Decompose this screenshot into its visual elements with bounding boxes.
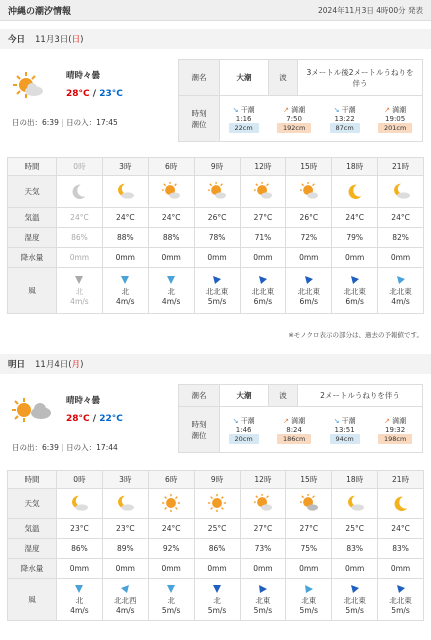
wind-arrow-icon: 北 4m/s bbox=[57, 268, 103, 314]
wind-arrow-icon: 北東 5m/s bbox=[240, 579, 286, 621]
wind-arrow-icon: 北 4m/s bbox=[57, 579, 103, 621]
forecast-table-today: 時間 0時 3時 6時 9時 12時 15時 18時 21時 天気 気温 24°C 24°C 24°C 26°C 27°C 26°C 24°C 24°C 湿度 86% 88% 88% 78% 71% 72% 79% 82% 降水量 0mm 0mm 0mm 0mm 0mm 0mm 0mm 0mm 風 北 4m/s 北 4m/s 北 4m/s 北北東 5m/s 北北東 6m/s 北北東 6m/s 北北東 6m/s 北北東 4m/s bbox=[7, 157, 424, 314]
humidity-row: 湿度 86% 88% 88% 78% 71% 72% 79% 82% bbox=[8, 228, 424, 248]
sun-cloud-icon bbox=[240, 176, 286, 208]
sun-cloud-icon bbox=[148, 176, 194, 208]
moon-cloud-icon bbox=[102, 176, 148, 208]
wind-arrow-icon: 北 5m/s bbox=[148, 579, 194, 621]
sun-cloud-icon bbox=[286, 489, 332, 519]
wind-row: 風 北 4m/s 北北西 4m/s 北 5m/s 北 5m/s 北東 5m/s 北東 5m/s 北北東 5m/s 北北東 5m/s bbox=[8, 579, 424, 621]
weather-row: 天気 bbox=[8, 176, 424, 208]
low-temp: 23°C bbox=[99, 89, 123, 99]
moon-cloud-icon bbox=[102, 489, 148, 519]
wind-arrow-icon: 北北東 6m/s bbox=[332, 268, 378, 314]
rain-row: 降水量 0mm 0mm 0mm 0mm 0mm 0mm 0mm 0mm bbox=[8, 248, 424, 268]
sun-icon bbox=[194, 489, 240, 519]
day-date: 11月4日(月) bbox=[35, 360, 84, 370]
temp-row: 気温 24°C 24°C 24°C 26°C 27°C 26°C 24°C 24°C bbox=[8, 208, 424, 228]
high-temp: 28°C bbox=[66, 89, 90, 99]
humidity-row: 湿度 86% 89% 92% 86% 73% 75% 83% 83% bbox=[8, 539, 424, 559]
sun-cloud-icon bbox=[194, 176, 240, 208]
low-temp: 22°C bbox=[99, 414, 123, 424]
day-header-today bbox=[0, 29, 431, 49]
sunrise-time: 日の出：6:39 bbox=[12, 118, 59, 127]
moon-cloud-icon bbox=[378, 176, 424, 208]
wind-row: 風 北 4m/s 北 4m/s 北 4m/s 北北東 5m/s 北北東 6m/s 北北東 6m/s 北北東 6m/s 北北東 4m/s bbox=[8, 268, 424, 314]
sun-cloud-icon bbox=[12, 394, 52, 426]
forecast-table-tomorrow: 時間 0時 3時 6時 9時 12時 15時 18時 21時 天気 気温 23°C 23°C 24°C 25°C 27°C 27°C 25°C 24°C 湿度 86% 89% 92% 86% 73% 75% 83% 83% 降水量 0mm 0mm 0mm 0mm 0mm 0mm 0mm 0mm 風 北 4m/s 北北西 4m/s 北 5m/s 北 5m/s 北東 5m/s 北東 5m/s 北北東 5m/s 北北東 5m/s bbox=[7, 470, 424, 621]
tide-name: 大潮 bbox=[220, 385, 269, 407]
day-label: 明日 bbox=[8, 360, 26, 370]
weather-row: 天気 bbox=[8, 489, 424, 519]
wind-arrow-icon: 北 4m/s bbox=[148, 268, 194, 314]
rain-row: 降水量 0mm 0mm 0mm 0mm 0mm 0mm 0mm 0mm bbox=[8, 559, 424, 579]
wave-info: 3メートル後2メートルうねりを伴う bbox=[298, 60, 423, 96]
day-date: 11月3日(日) bbox=[35, 35, 84, 45]
day-summary-tomorrow: 晴時々曇 28°C / 22°C 日の出：6:39 | 日の入：17:44 潮名 大潮 波 2メートルうねりを伴う 時刻 潮位 ↘ 干潮 1:46 20cm ↗ 満潮 8:24 186cm ↘ 干潮 13:51 94cm ↗ 満潮 19:32 198cm bbox=[0, 374, 431, 474]
wind-arrow-icon: 北 4m/s bbox=[102, 268, 148, 314]
weather-summary: 晴時々曇 bbox=[66, 396, 101, 406]
sun-icon bbox=[148, 489, 194, 519]
wind-arrow-icon: 北北東 5m/s bbox=[332, 579, 378, 621]
published-time: 2024年11月3日 4時00分 発表 bbox=[318, 5, 423, 15]
sunset-time: 日の入：17:45 bbox=[66, 118, 118, 127]
wave-info: 2メートルうねりを伴う bbox=[298, 385, 423, 407]
wind-arrow-icon: 北北東 5m/s bbox=[194, 268, 240, 314]
wind-arrow-icon: 北北東 6m/s bbox=[286, 268, 332, 314]
page-header bbox=[0, 0, 431, 21]
tide-name: 大潮 bbox=[220, 60, 269, 96]
weather-summary: 晴時々曇 bbox=[66, 71, 101, 81]
moon-icon bbox=[57, 176, 103, 208]
wind-arrow-icon: 北東 5m/s bbox=[286, 579, 332, 621]
moon-cloud-icon bbox=[332, 489, 378, 519]
wind-arrow-icon: 北北西 4m/s bbox=[102, 579, 148, 621]
sun-cloud-icon bbox=[286, 176, 332, 208]
past-forecast-note: ※モノクロ表示の部分は、過去の予報値です。 bbox=[288, 331, 423, 339]
moon-cloud-icon bbox=[57, 489, 103, 519]
wind-arrow-icon: 北北東 4m/s bbox=[378, 268, 424, 314]
moon-icon bbox=[378, 489, 424, 519]
page-title: 沖縄の潮汐情報 bbox=[8, 6, 72, 17]
wind-arrow-icon: 北北東 5m/s bbox=[378, 579, 424, 621]
temp-row: 気温 23°C 23°C 24°C 25°C 27°C 27°C 25°C 24°C bbox=[8, 519, 424, 539]
day-header-tomorrow bbox=[0, 354, 431, 374]
sun-cloud-icon bbox=[240, 489, 286, 519]
wind-arrow-icon: 北 5m/s bbox=[194, 579, 240, 621]
tide-table-today: 潮名 大潮 波 3メートル後2メートルうねりを伴う 時刻 潮位 ↘ 干潮 1:16 22cm ↗ 満潮 7:50 192cm ↘ 干潮 13:22 87cm ↗ 満潮 19:05 201cm bbox=[178, 59, 423, 142]
sun-cloud-icon bbox=[12, 69, 44, 101]
day-summary-today: 晴時々曇 28°C / 23°C 日の出：6:39 | 日の入：17:45 潮名 大潮 波 3メートル後2メートルうねりを伴う 時刻 潮位 ↘ 干潮 1:16 22cm ↗ 満潮 7:50 192cm ↘ 干潮 13:22 87cm ↗ 満潮 19:05 201cm bbox=[0, 49, 431, 149]
sunset-time: 日の入：17:44 bbox=[66, 443, 118, 452]
tide-table-tomorrow: 潮名 大潮 波 2メートルうねりを伴う 時刻 潮位 ↘ 干潮 1:46 20cm ↗ 満潮 8:24 186cm ↘ 干潮 13:51 94cm ↗ 満潮 19:32 198cm bbox=[178, 384, 423, 453]
high-temp: 28°C bbox=[66, 414, 90, 424]
sunrise-time: 日の出：6:39 bbox=[12, 443, 59, 452]
wind-arrow-icon: 北北東 6m/s bbox=[240, 268, 286, 314]
day-label: 今日 bbox=[8, 35, 26, 45]
moon-icon bbox=[332, 176, 378, 208]
